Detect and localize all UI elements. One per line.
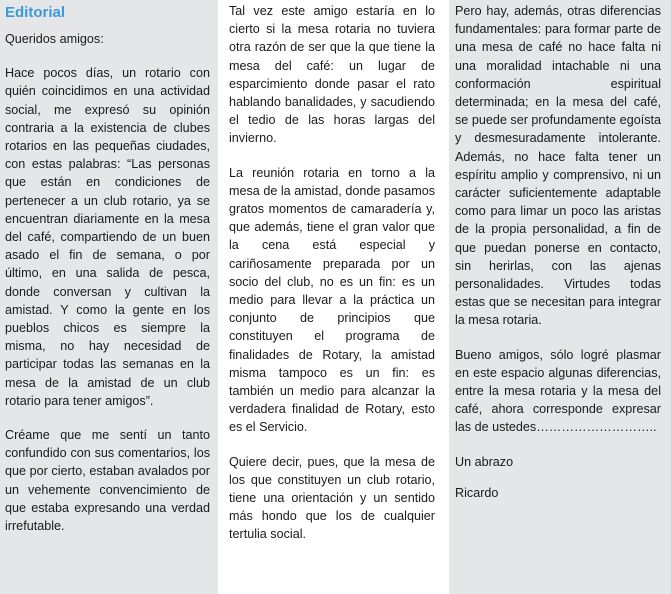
paragraph-7: Bueno amigos, sólo logré plasmar en este espacio algunas diferencias, entre la mesa rotaria y la mesa del café, ahora corresponde expresar las de ustedes………………………..	[455, 347, 661, 435]
column-middle	[223, 0, 441, 594]
paragraph-2: Créame que me sentí un tanto confundido con sus comentarios, los que por cierto, estaban avalados por un vehemente convencimiento de que estaba expresando una verdad irrefutable.	[5, 428, 210, 534]
paragraph-3: Tal vez este amigo estaría en lo cierto si la mesa rotaria no tuviera otra razón de ser que la que tiene la mesa del café: un lugar de esparcimiento donde pasar el rato hablando banalidades, y sacudiendo el tedio de las horas largas del invierno.	[229, 4, 435, 146]
editorial-title: Editorial	[5, 4, 66, 21]
paragraph-1: Hace pocos días, un rotario con quién coincidimos en una actividad social, me expresó su opinión contraria a la existencia de clubes rotarios en las pequeñas ciudades, con estas palabras: “Las personas que están en condiciones de pertenecer a un club rotario, ya se encuentran diariamente en la mesa del café, compartiendo de un buen asado el fin de semana, o por último, en una salida de pesca, donde conversan y cultivan la amistad. Y como la gente en los pueblos chicos es siempre la misma, no hay necesidad de participar todas las semanas en la mesa de la amistad de un club rotario para tener amigos”.	[5, 66, 210, 408]
paragraph-4: La reunión rotaria en torno a la mesa de la amistad, donde pasamos gratos momentos de camaradería y, que además, tiene el gran valor que la cena está especial y cariñosamente preparada por un socio del club, no es un fin: es un medio para llevar a la práctica un conjunto de principios que constituyen el programa de finalidades de Rotary, la amistad misma tampoco es un fin: es también un medio para alcanzar la verdadera finalidad de Rotary, esto es el Servicio.	[229, 165, 435, 435]
paragraph-5: Quiere decir, pues, que la mesa de los que constituyen un club rotario, tiene una orientación y un sentido más hondo que los de cualquier tertulia social.	[229, 454, 435, 542]
closing: Un abrazo	[455, 454, 514, 469]
paragraph-6: Pero hay, además, otras diferencias fundamentales: para formar parte de una mesa de café no hace falta ni una moralidad intachable ni una conformación espiritual determinada; en la mesa del café, se puede ser profundamente egoísta y desmesuradamente intolerante. Además, no hace falta tener un espíritu amplio y comprensivo, ni un carácter suficientemente adaptable como para limar un poco las aristas de la propia personalidad, a fin de que puedan ponerse en contacto, sin herirlas, con las ajenas personalidades. Virtudes todas estas que se necesitan para integrar la mesa rotaria.	[455, 4, 661, 328]
column-right	[449, 0, 671, 594]
signature: Ricardo	[455, 485, 499, 500]
greeting: Queridos amigos:	[5, 32, 104, 46]
column-left	[0, 0, 218, 594]
